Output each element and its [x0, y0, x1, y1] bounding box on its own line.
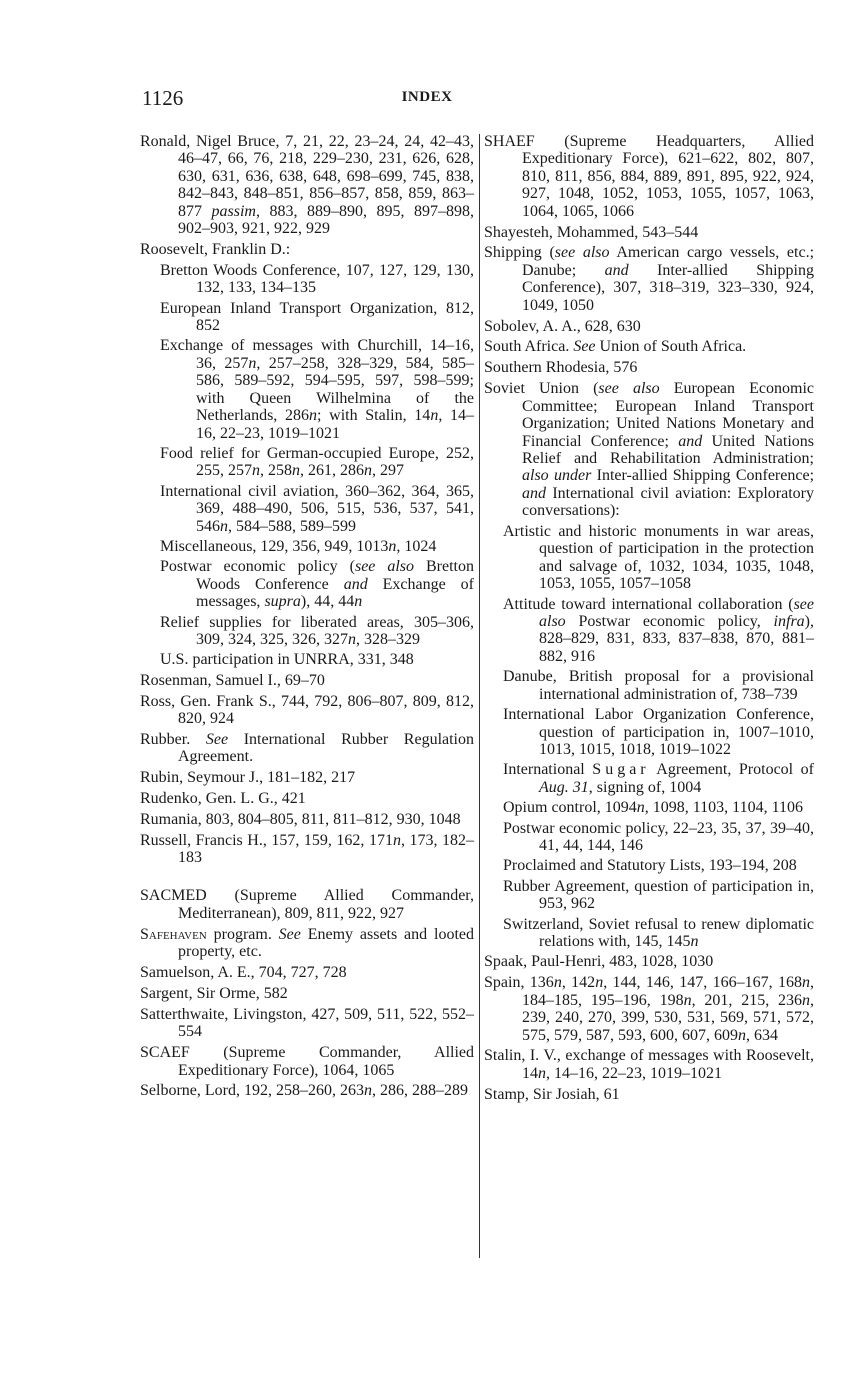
entry-text: European Economic Committee; European Inland Transport Organization; United Nations Monetary and Financial Conference;: [522, 380, 814, 450]
entry-text: International Rubber Regulation Agreement.: [178, 731, 475, 766]
index-entry: [484, 359, 814, 376]
entry-text: Exchange of messages with Churchill, 14–16, 36, 257: [160, 337, 474, 372]
italic-text: infra: [773, 613, 805, 631]
index-column-right: [484, 133, 814, 1107]
entry-text: Sugar: [592, 761, 650, 779]
index-subentry: [484, 820, 814, 855]
entry-text: Attitude toward international collaboration (: [503, 595, 794, 613]
entry-text: Agreement, Protocol of: [649, 761, 814, 779]
index-subentry: [484, 916, 814, 951]
index-entry: [140, 1082, 474, 1099]
entry-text: Russell, Francis H., 157, 159, 162, 171: [140, 832, 393, 850]
italic-text: n: [292, 462, 300, 480]
entry-text: Relief supplies for liberated areas, 305–306, 309, 324, 325, 326, 327: [160, 613, 474, 648]
index-subentry: [484, 761, 814, 796]
index-subentry: [484, 878, 814, 913]
entry-text: Ross, Gen. Frank S., 744, 792, 806–807, 809, 812, 820, 924: [140, 692, 474, 728]
entry-text: Safehaven: [140, 925, 207, 943]
italic-text: See: [205, 731, 229, 748]
entry-text: Danube, British proposal for a provisional international administration of, 738–739: [503, 668, 814, 703]
entry-text: Inter-allied Shipping Conference;: [591, 467, 815, 485]
entry-text: Artistic and historic monuments in war areas, question of participation in the protection and salvage of, 1032, 1034, 1035, 1048, 1053, 1055, 1057–1058: [503, 523, 814, 593]
entry-text: Proclaimed and Statutory Lists, 193–194, 208: [503, 857, 797, 875]
entry-text: , 258: [260, 462, 292, 480]
entry-text: European Inland Transport Organization, 812, 852: [160, 299, 474, 335]
index-entry: [484, 1086, 814, 1103]
entry-text: Rubber Agreement, question of participation in, 953, 962: [503, 877, 814, 913]
column-divider: [479, 134, 480, 1258]
index-subentry: [140, 483, 474, 535]
entry-text: , 201, 215, 236: [691, 991, 803, 1009]
entry-text: , 1098, 1103, 1104, 1106: [644, 799, 803, 817]
entry-text: Spain, 136: [484, 974, 554, 992]
page-header: [0, 86, 854, 116]
italic-text: n: [392, 832, 401, 850]
entry-text: United Nations Relief and Rehabilitation Administration;: [522, 432, 814, 467]
italic-text: n: [636, 799, 645, 817]
index-subentry: [484, 857, 814, 874]
italic-text: Aug. 31: [539, 778, 589, 796]
italic-text: n: [595, 974, 604, 992]
entry-text: Postwar economic policy, 22–23, 35, 37, 39–40, 41, 44, 144, 146: [503, 819, 814, 854]
italic-text: n: [802, 991, 811, 1009]
index-entry: [140, 811, 474, 828]
italic-text: see also: [354, 558, 415, 576]
index-entry: [140, 964, 474, 981]
entry-text: Inter-allied Shipping Conference), 307, 318–319, 323–330, 924, 1049, 1050: [522, 261, 814, 314]
entry-text: Rosenman, Samuel I., 69–70: [140, 671, 325, 689]
entry-text: Postwar economic policy,: [565, 613, 774, 631]
entry-text: Food relief for German-occupied Europe, 252, 255, 257: [160, 444, 474, 480]
index-entry: [140, 926, 474, 961]
italic-text: n: [738, 1026, 746, 1044]
entry-text: Rubin, Seymour J., 181–182, 217: [140, 769, 356, 787]
entry-text: , 142: [561, 974, 596, 992]
index-entry: [484, 224, 814, 241]
running-head: INDEX: [401, 89, 453, 105]
index-entry: [484, 974, 814, 1044]
italic-text: n: [364, 462, 372, 480]
entry-text: program.: [206, 925, 279, 943]
entry-text: Samuelson, A. E., 704, 727, 728: [140, 963, 347, 981]
entry-text: Switzerland, Soviet refusal to renew diplomatic relations with, 145, 145: [503, 915, 814, 950]
index-entry: [140, 1006, 474, 1041]
entry-text: Opium control, 1094: [503, 799, 637, 817]
italic-text: see also: [554, 244, 610, 262]
italic-text: see also: [539, 595, 814, 631]
italic-text: supra: [264, 593, 301, 611]
entry-text: Sargent, Sir Orme, 582: [140, 984, 288, 1002]
index-entry: [484, 1047, 814, 1082]
entry-text: , 173, 182–183: [178, 832, 474, 867]
entry-text: , 239, 240, 270, 399, 530, 531, 569, 571, 572, 575, 579, 587, 593, 600, 607, 609: [522, 991, 815, 1044]
entry-text: Bretton Woods Conference: [196, 558, 475, 593]
entry-text: Bretton Woods Conference, 107, 127, 129, 130, 132, 133, 134–135: [160, 261, 474, 297]
entry-text: , 144, 146, 147, 166–167, 168: [603, 974, 803, 992]
index-entry: [140, 985, 474, 1002]
entry-text: , 634: [746, 1026, 778, 1044]
entry-text: South Africa.: [484, 338, 574, 356]
italic-text: n: [309, 407, 317, 425]
entry-text: Postwar economic policy (: [160, 558, 355, 576]
index-subentry: [484, 706, 814, 758]
italic-text: n: [354, 593, 363, 611]
entry-text: , 14–16, 22–23, 1019–1021: [196, 407, 475, 442]
entry-text: International civil aviation: Exploratory conversations):: [522, 484, 814, 520]
index-entry: [140, 1044, 474, 1079]
index-entry: [140, 769, 474, 786]
entry-text: Stalin, I. V., exchange of messages with Roosevelt, 14: [484, 1047, 814, 1082]
italic-text: and: [522, 484, 546, 502]
entry-text: Rubber.: [140, 731, 206, 748]
italic-text: n: [690, 932, 699, 950]
entry-text: U.S. participation in UNRRA, 331, 348: [160, 651, 414, 669]
entry-text: Enemy assets and looted property, etc.: [178, 925, 475, 961]
index-subentry: [140, 558, 474, 610]
italic-text: n: [683, 991, 692, 1009]
entry-text: Shayesteh, Mohammed, 543–544: [484, 223, 699, 241]
italic-text: see also: [598, 380, 660, 398]
italic-text: passim: [211, 202, 256, 220]
index-entry: [484, 953, 814, 970]
index-entry: [484, 380, 814, 519]
entry-text: Rudenko, Gen. L. G., 421: [140, 790, 306, 808]
italic-text: n: [553, 974, 562, 992]
index-column-left: [140, 133, 474, 1103]
entry-text: , 297: [372, 462, 404, 480]
italic-text: n: [802, 974, 811, 992]
entry-text: Ronald, Nigel Bruce, 7, 21, 22, 23–24, 24, 42–43, 46–47, 66, 76, 218, 229–230, 231, 626, 628, 630, 631, 636, 638, 648, 698–699, 745, 838, 842–843, 848–851, 856–857, 858, 859, 863–877: [140, 133, 474, 220]
italic-text: also under: [522, 467, 592, 485]
index-subentry: [484, 596, 814, 666]
entry-text: , 261, 286: [300, 462, 364, 480]
italic-text: n: [252, 462, 260, 480]
index-entry: [484, 318, 814, 335]
entry-text: International Labor Organization Conference, question of participation in, 1007–1010, 1013, 1015, 1018, 1019–1022: [503, 706, 814, 758]
entry-text: , 1024: [396, 537, 437, 555]
entry-text: , 584–588, 589–599: [228, 517, 356, 535]
entry-text: Sobolev, A. A., 628, 630: [484, 317, 641, 335]
index-subentry: [484, 668, 814, 703]
index-entry: [140, 693, 474, 728]
entry-text: Satterthwaite, Livingston, 427, 509, 511, 522, 552–554: [140, 1005, 474, 1041]
entry-text: Union of South Africa.: [595, 338, 747, 356]
italic-text: and: [343, 575, 368, 593]
entry-text: , 286, 288–289: [371, 1082, 468, 1100]
italic-text: See: [278, 925, 301, 943]
index-subentry: [140, 300, 474, 335]
entry-text: ), 44, 44: [300, 593, 355, 611]
italic-text: and: [604, 261, 629, 279]
index-entry: [140, 731, 474, 766]
entry-text: Roosevelt, Franklin D.:: [140, 240, 291, 258]
entry-text: SCAEF (Supreme Commander, Allied Expeditionary Force), 1064, 1065: [140, 1044, 474, 1079]
entry-text: ), 828–829, 831, 833, 837–838, 870, 881–882, 916: [539, 613, 814, 665]
index-subentry: [140, 445, 474, 480]
index-entry: [140, 832, 474, 867]
italic-text: n: [248, 354, 257, 372]
entry-text: , 14–16, 22–23, 1019–1021: [546, 1064, 722, 1082]
entry-text: Selborne, Lord, 192, 258–260, 263: [140, 1082, 364, 1100]
page-number: 1126: [142, 86, 184, 110]
entry-text: , 328–329: [356, 630, 420, 648]
italic-text: n: [388, 537, 397, 555]
entry-text: Rumania, 803, 804–805, 811, 811–812, 930, 1048: [140, 811, 461, 829]
italic-text: n: [220, 517, 228, 535]
index-subentry: [140, 651, 474, 668]
entry-text: SACMED (Supreme Allied Commander, Mediterranean), 809, 811, 922, 927: [140, 887, 474, 922]
index-entry: [140, 133, 474, 237]
index-subentry: [140, 614, 474, 649]
entry-text: , 184–185, 195–196, 198: [522, 974, 815, 1009]
italic-text: n: [348, 630, 356, 648]
index-entry: [484, 338, 814, 355]
entry-text: International civil aviation, 360–362, 364, 365, 369, 488–490, 506, 515, 536, 537, 541, 546: [160, 482, 474, 535]
italic-text: n: [363, 1082, 372, 1100]
index-subentry: [140, 538, 474, 555]
index-subentry: [140, 337, 474, 441]
index-subentry: [484, 799, 814, 816]
index-entry: [140, 790, 474, 807]
italic-text: and: [678, 432, 703, 450]
entry-text: ; with Stalin, 14: [317, 407, 431, 425]
index-entry: [140, 241, 474, 258]
entry-text: Spaak, Paul-Henri, 483, 1028, 1030: [484, 953, 714, 971]
italic-text: n: [430, 407, 439, 425]
italic-text: See: [573, 338, 596, 356]
entry-text: Exchange of messages,: [196, 575, 474, 611]
entry-text: Southern Rhodesia, 576: [484, 359, 638, 377]
index-subentry: [484, 523, 814, 593]
entry-text: Miscellaneous, 129, 356, 949, 1013: [160, 537, 389, 555]
section-gap: [140, 870, 474, 887]
entry-text: American cargo vessels, etc.; Danube;: [522, 244, 815, 279]
entry-text: Soviet Union (: [484, 380, 599, 398]
index-subentry: [140, 262, 474, 297]
entry-text: Stamp, Sir Josiah, 61: [484, 1085, 620, 1103]
entry-text: , 257–258, 328–329, 584, 585–586, 589–592, 594–595, 597, 598–599; with Queen Wilhelmina of the Netherlands, 286: [196, 354, 475, 425]
entry-text: , 883, 889–890, 895, 897–898, 902–903, 921, 922, 929: [178, 202, 475, 238]
italic-text: n: [538, 1064, 546, 1082]
index-entry: [140, 887, 474, 922]
index-entry: [484, 133, 814, 220]
index-entry: [140, 672, 474, 689]
entry-text: , signing of, 1004: [588, 778, 702, 796]
entry-text: SHAEF (Supreme Headquarters, Allied Expeditionary Force), 621–622, 802, 807, 810, 811, 856, 884, 889, 891, 895, 922, 924, 927, 1048, 1052, 1053, 1055, 1057, 1063, 1064, 1065, 1066: [484, 133, 814, 220]
entry-text: Shipping (: [484, 244, 555, 262]
entry-text: International: [503, 761, 593, 779]
index-entry: [484, 244, 814, 314]
